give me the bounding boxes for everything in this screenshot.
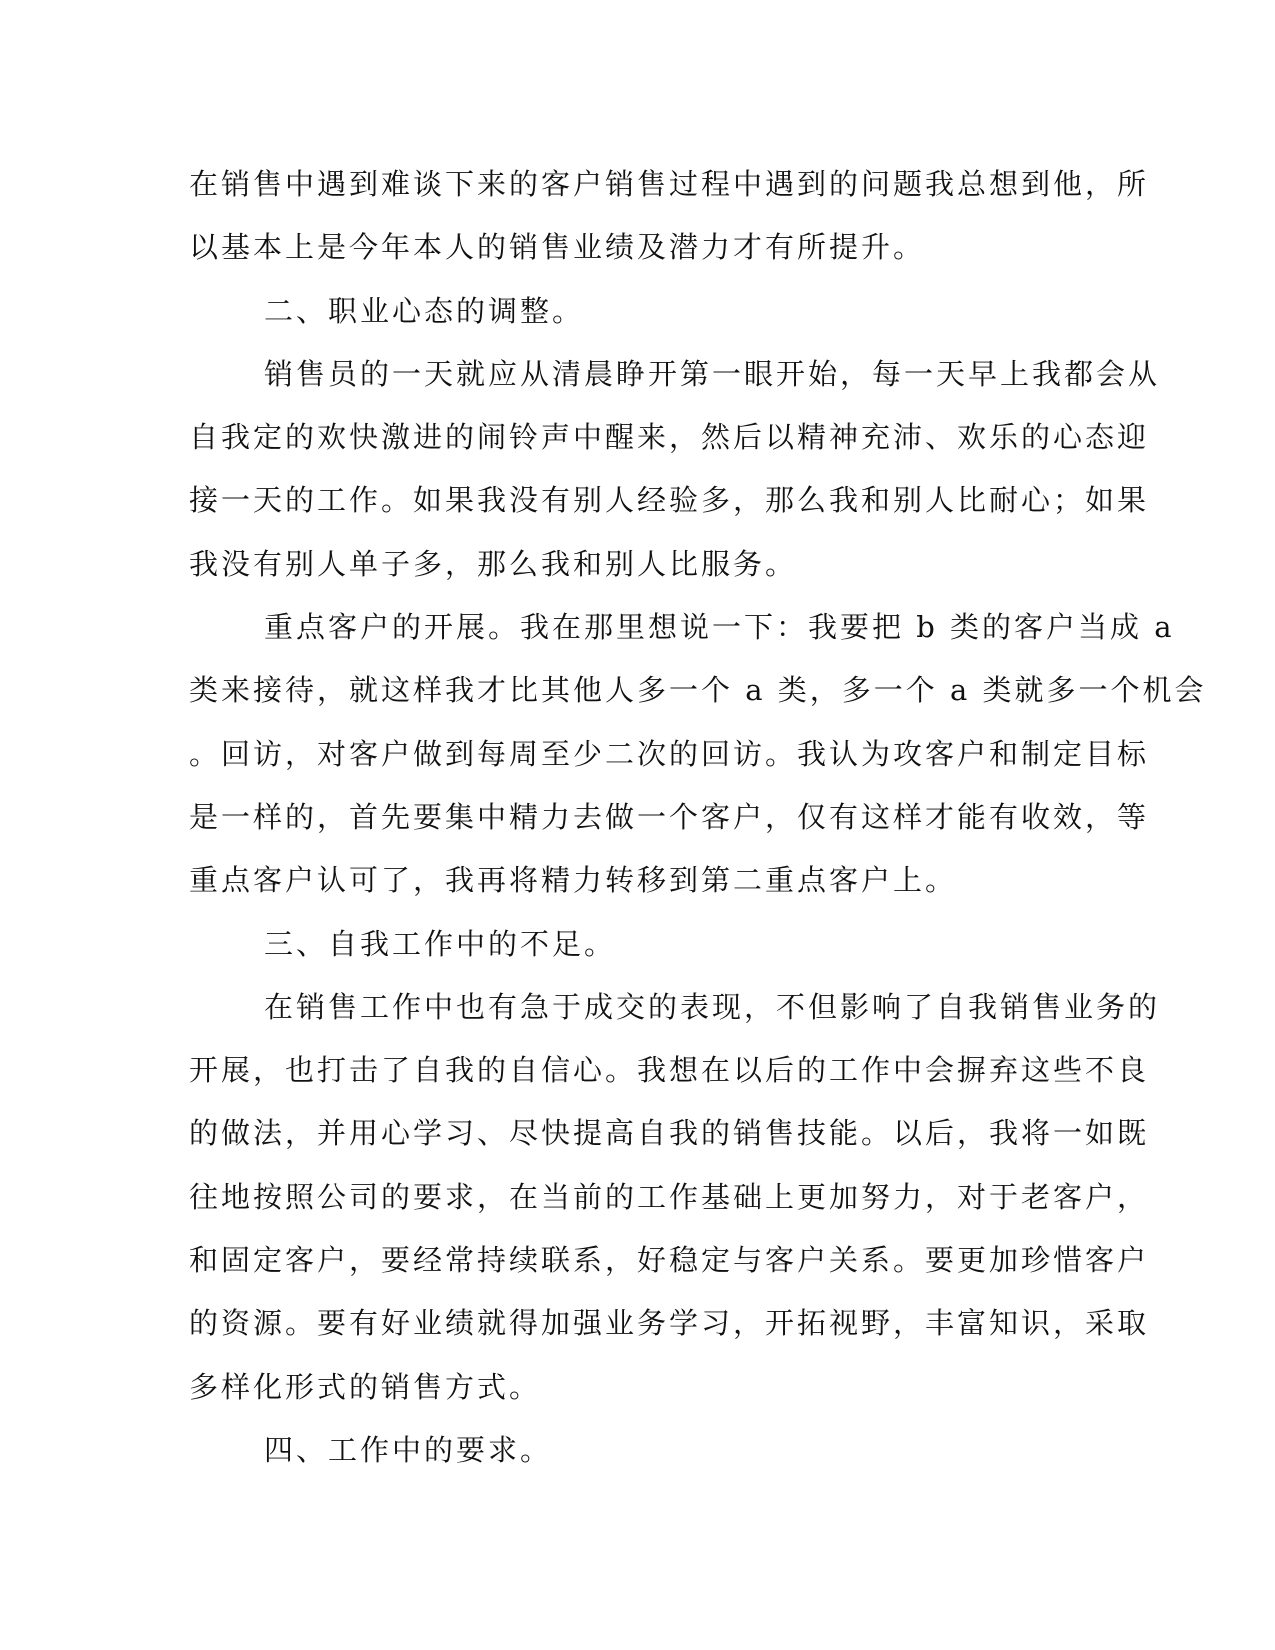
text-line: 的做法，并用心学习、尽快提高自我的销售技能。以后，我将一如既 (189, 1116, 1150, 1151)
text-line: 以基本上是今年本人的销售业绩及潜力才有所提升。 (189, 230, 926, 265)
section-heading-2: 二、职业心态的调整。 (264, 293, 585, 328)
text-line: 接一天的工作。如果我没有别人经验多，那么我和别人比耐心；如果 (189, 483, 1150, 518)
text-line: 在销售工作中也有急于成交的表现，不但影响了自我销售业务的 (264, 989, 1161, 1024)
text-line: 销售员的一天就应从清晨睁开第一眼开始，每一天早上我都会从 (264, 356, 1161, 391)
text-line: 类来接待，就这样我才比其他人多一个 a 类，多一个 a 类就多一个机会 (189, 673, 1207, 708)
text-line: 开展，也打击了自我的自信心。我想在以后的工作中会摒弃这些不良 (189, 1053, 1150, 1088)
text-line: 是一样的，首先要集中精力去做一个客户，仅有这样才能有收效，等 (189, 799, 1150, 834)
section-heading-4: 四、工作中的要求。 (264, 1432, 553, 1467)
section-heading-3: 三、自我工作中的不足。 (264, 926, 617, 961)
text-line: 多样化形式的销售方式。 (189, 1369, 542, 1404)
text-line: 往地按照公司的要求，在当前的工作基础上更加努力，对于老客户， (189, 1179, 1150, 1214)
text-line: 。回访，对客户做到每周至少二次的回访。我认为攻客户和制定目标 (189, 736, 1150, 771)
text-line: 的资源。要有好业绩就得加强业务学习，开拓视野，丰富知识，采取 (189, 1306, 1150, 1341)
text-line: 在销售中遇到难谈下来的客户销售过程中遇到的问题我总想到他，所 (189, 167, 1150, 201)
document-body (189, 166, 1207, 1495)
text-line: 重点客户认可了，我再将精力转移到第二重点客户上。 (189, 863, 958, 898)
text-line: 自我定的欢快激进的闹铃声中醒来，然后以精神充沛、欢乐的心态迎 (189, 420, 1150, 455)
text-line: 和固定客户，要经常持续联系，好稳定与客户关系。要更加珍惜客户 (189, 1243, 1150, 1278)
text-line: 我没有别人单子多，那么我和别人比服务。 (189, 546, 798, 581)
text-line: 重点客户的开展。我在那里想说一下：我要把 b 类的客户当成 a (264, 610, 1175, 645)
